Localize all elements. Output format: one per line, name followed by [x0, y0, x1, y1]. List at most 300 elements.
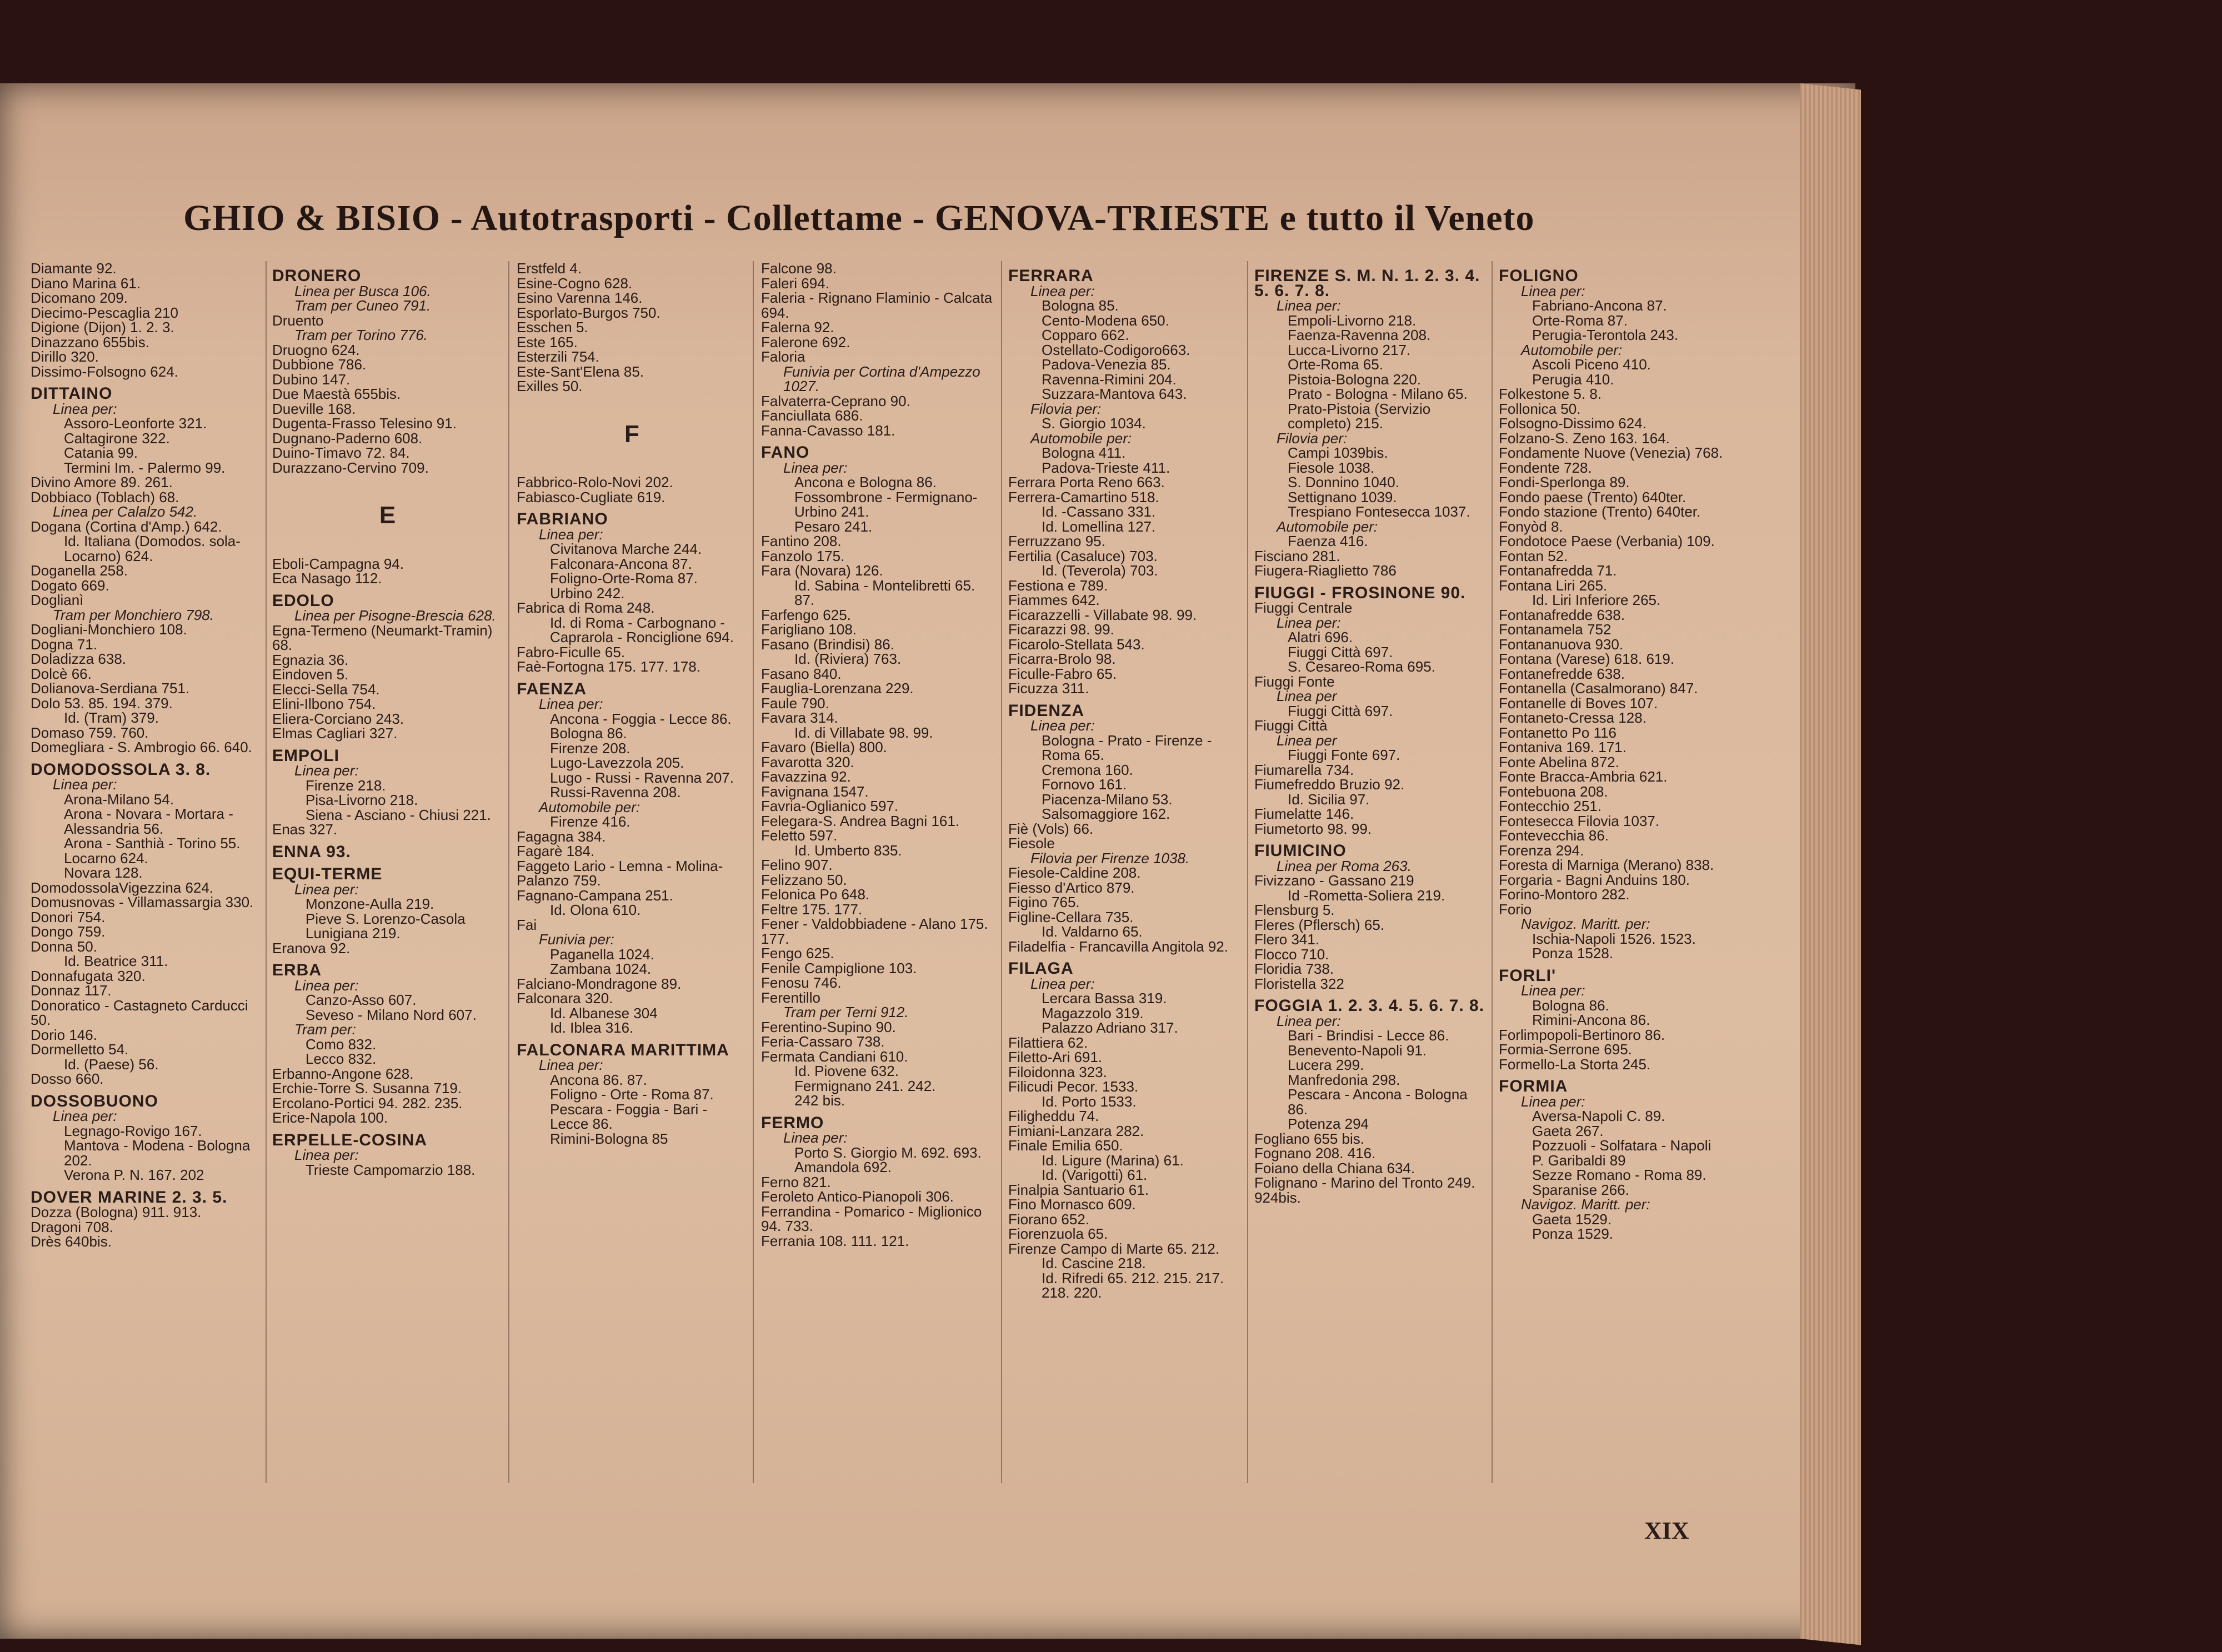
station-heading: DITTAINO — [31, 384, 113, 403]
index-entry: S. Donnino 1040. — [1288, 474, 1399, 490]
index-entry: Fontanefredde 638. — [1499, 665, 1625, 682]
column-divider — [1492, 261, 1493, 1483]
index-entry: Ficarazzi 98. 99. — [1008, 621, 1114, 638]
index-entry: Piacenza-Milano 53. — [1042, 790, 1173, 808]
index-entry: Faenza-Ravenna 208. — [1288, 327, 1431, 343]
index-entry: Fino Mornasco 609. — [1008, 1196, 1136, 1213]
index-entry: Arona - Novara - Mortara - Alessandria 56. — [64, 805, 233, 837]
index-entry: Gaeta 267. — [1532, 1122, 1604, 1139]
index-entry: Fiorenzuola 65. — [1008, 1225, 1108, 1242]
station-heading: DOSSOBUONO — [31, 1092, 159, 1110]
index-entry: Doganella 258. — [31, 562, 128, 579]
index-entry: Linea per: — [539, 1057, 603, 1073]
index-entry: Dolianova-Serdiana 751. — [31, 680, 190, 697]
index-entry: Sezze Romano - Roma 89. — [1532, 1167, 1706, 1183]
index-entry: Faloria — [761, 348, 805, 365]
index-entry: Fiumarella 734. — [1254, 761, 1354, 778]
index-entry: Folsogno-Dissimo 624. — [1499, 415, 1647, 432]
index-entry: Caltagirone 322. — [64, 429, 170, 447]
index-entry: Rimini-Ancona 86. — [1532, 1012, 1650, 1028]
index-entry: Canzo-Asso 607. — [306, 992, 417, 1008]
index-entry: Dosso 660. — [31, 1070, 104, 1087]
index-entry: Linea per: — [1277, 1012, 1341, 1029]
index-entry: Linea per: — [53, 776, 117, 793]
index-entry: Tram per Torino 776. — [294, 327, 428, 343]
index-entry: Id. Lomellina 127. — [1042, 518, 1156, 535]
index-entry: Diecimo-Pescaglia 210 — [31, 304, 178, 321]
station-heading: FORMIA — [1499, 1077, 1568, 1095]
index-entry: Prato - Bologna - Milano 65. — [1288, 386, 1468, 402]
index-entry: Fontesecca Filovia 1037. — [1499, 812, 1660, 829]
index-entry: Falcone 98. — [761, 261, 837, 277]
index-entry: Elmas Cagliari 327. — [272, 725, 398, 742]
index-entry: Fonte Bracca-Ambria 621. — [1499, 768, 1668, 785]
index-entry: Ravenna-Rimini 204. — [1042, 371, 1177, 388]
index-entry: Forio — [1499, 900, 1532, 918]
index-entry: Fondo stazione (Trento) 640ter. — [1499, 503, 1701, 520]
index-entry: Id. (Riviera) 763. — [794, 650, 902, 667]
index-entry: Cento-Modena 650. — [1042, 312, 1169, 329]
index-entry: Padova-Venezia 85. — [1042, 356, 1171, 373]
index-entry: Formello-La Storta 245. — [1499, 1055, 1651, 1073]
index-entry: Faule 790. — [761, 694, 829, 712]
index-entry: Dinazzano 655bis. — [31, 333, 149, 351]
index-entry: Forenza 294. — [1499, 842, 1584, 859]
station-heading: FABRIANO — [517, 510, 608, 528]
index-entry: Suzzara-Mantova 643. — [1042, 386, 1187, 402]
index-entry: Id. Porto 1533. — [1042, 1093, 1137, 1110]
index-entry: Divino Amore 89. 261. — [31, 474, 173, 490]
index-entry: Favara 314. — [761, 709, 838, 726]
index-entry: Feltre 175. 177. — [761, 900, 863, 918]
index-entry: Amandola 692. — [794, 1159, 892, 1175]
index-entry: Follonica 50. — [1499, 400, 1581, 417]
index-column-1 — [31, 261, 261, 1500]
index-entry: Fontanelle di Boves 107. — [1499, 694, 1658, 712]
index-entry: Folzano-S. Zeno 163. 164. — [1499, 429, 1670, 447]
index-entry: Flocco 710. — [1254, 945, 1329, 963]
index-entry: Id. di Villabate 98. 99. — [794, 724, 933, 741]
index-entry: Fiammes 642. — [1008, 592, 1100, 608]
index-entry: Feletto 597. — [761, 827, 838, 844]
index-entry: Id. Ligure (Marina) 61. — [1042, 1152, 1184, 1169]
index-entry: Bologna 85. — [1042, 297, 1119, 314]
index-entry: Dorio 146. — [31, 1026, 97, 1043]
index-entry: Fanna-Cavasso 181. — [761, 422, 895, 439]
index-entry: Fengo 625. — [761, 945, 834, 962]
index-entry: Dissimo-Folsogno 624. — [31, 363, 178, 380]
index-entry: Esterzili 754. — [517, 348, 599, 365]
index-entry: Fonyòd 8. — [1499, 518, 1563, 535]
index-entry: Felegara-S. Andrea Bagni 161. — [761, 812, 960, 829]
index-entry: Diamante 92. — [31, 261, 117, 277]
index-entry: Fontana (Varese) 618. 619. — [1499, 650, 1675, 667]
column-divider — [753, 261, 754, 1483]
index-entry: Fondamente Nuove (Venezia) 768. — [1499, 444, 1723, 461]
station-heading: FOGGIA 1. 2. 3. 4. 5. 6. 7. 8. — [1254, 997, 1485, 1015]
index-entry: Linea per: — [1521, 982, 1585, 999]
index-entry: Linea per: — [539, 695, 603, 712]
station-heading: EQUI-TERME — [272, 865, 383, 883]
index-entry: Firenze 218. — [306, 777, 386, 794]
index-entry: Felino 907. — [761, 857, 833, 873]
index-entry: Fossombrone - Fermignano-Urbino 241. — [794, 488, 978, 520]
index-entry: Linea per: — [294, 977, 359, 994]
index-entry: Favignana 1547. — [761, 783, 869, 800]
index-entry: Floristella 322 — [1254, 975, 1344, 992]
index-entry: Tram per Monchiero 798. — [53, 606, 214, 623]
index-entry: Legnago-Rovigo 167. — [64, 1122, 202, 1139]
index-entry: Dubino 147. — [272, 371, 351, 388]
index-entry: Forgaria - Bagni Anduins 180. — [1499, 871, 1690, 888]
station-heading: FERMO — [761, 1113, 824, 1132]
index-entry: Filovia per: — [1277, 429, 1348, 447]
index-entry: Fertilia (Casaluce) 703. — [1008, 547, 1158, 564]
index-entry: Pescara - Foggia - Bari - Lecce 86. — [550, 1100, 708, 1132]
index-entry: Erchie-Torre S. Susanna 719. — [272, 1080, 462, 1097]
index-entry: Id. Umberto 835. — [794, 842, 902, 859]
index-entry: Fabro-Ficulle 65. — [517, 643, 625, 660]
index-entry: Fai — [517, 916, 537, 933]
station-heading: FIRENZE S. M. N. 1. 2. 3. 4. 5. 6. 7. 8. — [1254, 267, 1480, 300]
index-entry: Fimiani-Lanzara 282. — [1008, 1122, 1144, 1139]
index-entry: Bari - Brindisi - Lecce 86. — [1288, 1027, 1449, 1044]
index-entry: Forlimpopoli-Bertinoro 86. — [1499, 1026, 1665, 1043]
index-entry: Pozzuoli - Solfatara - Napoli P. Garibaldi 89 — [1532, 1137, 1711, 1169]
index-entry: Manfredonia 298. — [1288, 1071, 1400, 1088]
station-heading: DOVER MARINE 2. 3. 5. — [31, 1188, 228, 1207]
index-entry: Feria-Cassaro 738. — [761, 1033, 885, 1050]
index-entry: Linea per Calalzo 542. — [53, 503, 198, 520]
index-entry: Fiumelatte 146. — [1254, 805, 1354, 822]
index-entry: Id. Sicilia 97. — [1288, 790, 1370, 808]
index-entry: Linea per: — [1030, 282, 1095, 299]
index-entry: Druento — [272, 312, 324, 329]
index-entry: Durazzano-Cervino 709. — [272, 459, 429, 476]
index-entry: Tram per Cuneo 791. — [294, 297, 431, 314]
index-entry: Fabriano-Ancona 87. — [1532, 297, 1667, 314]
index-entry: 242 bis. — [794, 1092, 845, 1109]
index-entry: Felonica Po 648. — [761, 886, 870, 903]
index-entry: Dormelletto 54. — [31, 1041, 129, 1058]
index-entry: Termini Im. - Palermo 99. — [64, 459, 226, 476]
index-entry: Fermata Candiani 610. — [761, 1048, 908, 1065]
index-entry: Filoidonna 323. — [1008, 1063, 1107, 1080]
index-entry: Ancona - Foggia - Lecce 86. — [550, 710, 732, 727]
index-entry: Automobile per: — [1277, 518, 1378, 535]
index-entry: Pieve S. Lorenzo-Casola Lunigiana 219. — [306, 910, 466, 942]
index-entry: Enas 327. — [272, 821, 338, 838]
index-entry: Paganella 1024. — [550, 945, 654, 963]
index-entry: Como 832. — [306, 1035, 377, 1053]
index-entry: Id. -Cassano 331. — [1042, 503, 1156, 520]
index-entry: Id. Rifredi 65. 212. 215. 217. 218. 220. — [1042, 1269, 1224, 1301]
index-entry: Dragoni 708. — [31, 1218, 113, 1235]
index-entry: Eca Nasago 112. — [272, 570, 382, 587]
index-entry: Faleri 694. — [761, 274, 829, 292]
index-entry: Lugo-Lavezzola 205. — [550, 754, 684, 771]
index-entry: Ostellato-Codigoro663. — [1042, 341, 1190, 358]
index-entry: Foiano della Chiana 634. — [1254, 1159, 1415, 1177]
index-entry: Folignano - Marino del Tronto 249. 924bis. — [1254, 1174, 1475, 1206]
index-entry: Flensburg 5. — [1254, 902, 1335, 918]
index-entry: Dogato 669. — [31, 577, 109, 594]
index-entry: Fasano 840. — [761, 665, 842, 682]
index-entry: Foligno-Orte-Roma 87. — [550, 570, 698, 587]
index-entry: Drès 640bis. — [31, 1233, 112, 1250]
index-entry: Arona - Santhià - Torino 55. — [64, 835, 241, 852]
index-entry: Linea per: — [539, 525, 603, 543]
index-entry: Id. Italiana (Domodos. sola-Locarno) 624. — [64, 533, 241, 564]
index-entry: Palazzo Adriano 317. — [1042, 1019, 1178, 1036]
index-entry: Automobile per: — [539, 798, 640, 815]
index-entry: Linea per Pisogne-Brescia 628. — [294, 607, 496, 624]
index-entry: Urbino 242. — [550, 584, 625, 602]
index-entry: Festiona e 789. — [1008, 577, 1108, 594]
index-entry: Fauglia-Lorenzana 229. — [761, 680, 914, 697]
index-entry: Doglianì — [31, 592, 84, 608]
index-entry: Salsomaggiore 162. — [1042, 805, 1170, 822]
index-entry: Ferentillo — [761, 989, 820, 1006]
index-entry: Folkestone 5. 8. — [1499, 386, 1602, 402]
index-entry: Due Maestà 655bis. — [272, 386, 401, 402]
index-entry: Faggeto Lario - Lemna - Molina-Palanzo 759. — [517, 857, 723, 889]
index-entry: Firenze Campo di Marte 65. 212. — [1008, 1240, 1220, 1257]
index-entry: Linea per: — [783, 1129, 848, 1146]
index-entry: Doladizza 638. — [31, 650, 126, 667]
index-entry: Monzone-Aulla 219. — [306, 895, 434, 912]
index-entry: Fener - Valdobbiadene - Alano 175. 177. — [761, 915, 988, 947]
index-entry: Tram per Terni 912. — [783, 1004, 909, 1020]
index-entry: Falconara 320. — [517, 990, 613, 1007]
index-entry: Ancona e Bologna 86. — [794, 474, 937, 490]
index-entry: Id. (Teverola) 703. — [1042, 562, 1158, 579]
index-entry: Linea per: — [1277, 297, 1341, 314]
index-entry: Fondi-Sperlonga 89. — [1499, 474, 1630, 490]
index-entry: Fagagna 384. — [517, 828, 606, 845]
index-entry: Favarotta 320. — [761, 753, 854, 770]
index-entry: Lecco 832. — [306, 1050, 377, 1067]
index-entry: Erice-Napola 100. — [272, 1109, 388, 1126]
index-entry: Ponza 1529. — [1532, 1225, 1614, 1242]
index-entry: Diano Marina 61. — [31, 274, 141, 292]
index-entry: Fisciano 281. — [1254, 547, 1340, 564]
index-entry: Id. Iblea 316. — [550, 1019, 634, 1036]
index-entry: Egnazia 36. — [272, 651, 349, 668]
index-entry: Ancona 86. 87. — [550, 1071, 647, 1088]
column-divider — [266, 261, 267, 1483]
index-column-3 — [517, 261, 747, 1500]
index-entry: Fantino 208. — [761, 533, 842, 549]
index-entry: Eindoven 5. — [272, 666, 349, 683]
index-entry: Pesaro 241. — [794, 518, 873, 535]
index-entry: Ferno 821. — [761, 1173, 831, 1190]
index-entry: Esino Varenna 146. — [517, 289, 643, 306]
station-heading: FIUGGI - FROSINONE 90. — [1254, 583, 1466, 602]
index-entry: Falconara-Ancona 87. — [550, 555, 692, 572]
station-heading: DOMODOSSOLA 3. 8. — [31, 760, 211, 779]
station-heading: FALCONARA MARITTIMA — [517, 1040, 729, 1059]
index-entry: Fontaneto-Cressa 128. — [1499, 709, 1647, 726]
index-entry: Fornovo 161. — [1042, 776, 1127, 793]
index-entry: Fontan 52. — [1499, 547, 1568, 564]
index-entry: Fiumefreddo Bruzio 92. — [1254, 776, 1405, 793]
index-entry: Zambana 1024. — [550, 960, 652, 977]
index-entry: Funivia per Cortina d'Ampezzo 1027. — [783, 363, 980, 394]
index-entry: Empoli-Livorno 218. — [1288, 312, 1417, 329]
index-entry: Este 165. — [517, 333, 578, 351]
index-entry: Dobbiaco (Toblach) 68. — [31, 488, 179, 505]
index-entry: Fontanamela 752 — [1499, 621, 1612, 638]
index-entry: Ferrandina - Pomarico - Miglionico 94. 733. — [761, 1203, 982, 1234]
index-entry: Civitanova Marche 244. — [550, 540, 702, 557]
index-entry: Porto S. Giorgio M. 692. 693. — [794, 1144, 982, 1161]
index-entry: Dugnano-Paderno 608. — [272, 429, 423, 447]
index-entry: Seveso - Milano Nord 607. — [306, 1006, 477, 1023]
index-column-2 — [272, 261, 503, 1500]
index-entry: Fenosu 746. — [761, 974, 842, 991]
index-entry: Ficarra-Brolo 98. — [1008, 650, 1116, 667]
index-entry: Pistoia-Bologna 220. — [1288, 371, 1421, 388]
index-entry: Bologna - Prato - Firenze - Roma 65. — [1042, 732, 1212, 763]
index-entry: Flero 341. — [1254, 931, 1320, 948]
index-entry: Fontanafredda 71. — [1499, 562, 1617, 579]
index-entry: Ficuzza 311. — [1008, 680, 1089, 697]
index-entry: Linea per — [1277, 732, 1337, 749]
index-entry: Dozza (Bologna) 911. 913. — [31, 1204, 202, 1220]
index-entry: Prato-Pistoia (Servizio completo) 215. — [1288, 400, 1431, 432]
station-heading: DRONERO — [272, 267, 362, 285]
index-entry: Figline-Cellara 735. — [1008, 908, 1134, 925]
index-entry: Filovia per: — [1030, 400, 1102, 417]
page-header: GHIO & BISIO - Autotrasporti - Collettame - GENOVA-TRIESTE e tutto il Veneto — [183, 198, 1535, 238]
index-entry: Fabbrico-Rolo-Novi 202. — [517, 474, 673, 490]
index-entry: Linea per: — [783, 459, 848, 476]
index-entry: Assoro-Leonforte 321. — [64, 415, 207, 432]
index-entry: Falerna 92. — [761, 319, 834, 336]
index-entry: Verona P. N. 167. 202 — [64, 1167, 204, 1183]
index-column-4 — [761, 261, 994, 1500]
page-number: XIX — [1644, 1517, 1689, 1544]
index-entry: Fanzolo 175. — [761, 547, 845, 564]
index-entry: Gaeta 1529. — [1532, 1210, 1612, 1228]
index-entry: Lucera 299. — [1288, 1057, 1364, 1073]
index-entry: Sparanise 266. — [1532, 1181, 1629, 1198]
index-entry: Donori 754. — [31, 908, 106, 925]
index-entry: Id. Liri Inferiore 265. — [1532, 592, 1661, 608]
index-entry: Fivizzano - Gassano 219 — [1254, 872, 1414, 889]
station-heading: EMPOLI — [272, 746, 340, 765]
station-heading: FIDENZA — [1008, 701, 1084, 720]
index-entry: Druogno 624. — [272, 341, 360, 358]
index-entry: Filattiera 62. — [1008, 1034, 1088, 1051]
index-entry: Elini-Ilbono 754. — [272, 695, 376, 712]
index-entry: Fiumetorto 98. 99. — [1254, 820, 1372, 837]
index-entry: S. Cesareo-Roma 695. — [1288, 658, 1435, 675]
index-entry: Fiuggi Città 697. — [1288, 643, 1393, 660]
index-entry: Benevento-Napoli 91. — [1288, 1042, 1427, 1059]
station-heading: FORLI' — [1499, 966, 1557, 985]
index-entry: Fondo paese (Trento) 640ter. — [1499, 488, 1686, 505]
index-entry: Fiesole 1038. — [1288, 459, 1375, 476]
index-entry: Felizzano 50. — [761, 871, 847, 888]
station-heading: FIUMICINO — [1254, 842, 1347, 860]
index-entry: Este-Sant'Elena 85. — [517, 363, 644, 380]
index-entry: Fabiasco-Cugliate 619. — [517, 488, 665, 505]
index-entry: Erstfeld 4. — [517, 261, 582, 277]
index-entry: Filadelfia - Francavilla Angitola 92. — [1008, 938, 1228, 955]
index-entry: Fanciullata 686. — [761, 407, 863, 424]
index-entry: Fontananuova 930. — [1499, 635, 1624, 653]
index-entry: Eboli-Campagna 94. — [272, 555, 404, 572]
index-entry: Navigoz. Maritt. per: — [1521, 915, 1650, 932]
index-entry: Fiesso d'Artico 879. — [1008, 879, 1135, 896]
station-heading: FAENZA — [517, 679, 587, 698]
index-entry: Id. Sabina - Montelibretti 65. 87. — [794, 577, 975, 608]
index-entry: Linea per: — [1521, 282, 1585, 299]
index-entry: Fiuggi Centrale — [1254, 599, 1353, 616]
index-entry: Pescara - Ancona - Bologna 86. — [1288, 1086, 1468, 1118]
index-entry: Fontebuona 208. — [1499, 783, 1608, 800]
index-entry: Ficulle-Fabro 65. — [1008, 665, 1117, 682]
index-entry: Firenze 416. — [550, 813, 630, 830]
index-entry: Exilles 50. — [517, 378, 583, 394]
index-entry: Elecci-Sella 754. — [272, 680, 380, 698]
index-entry: Fognano 208. 416. — [1254, 1145, 1376, 1162]
index-entry: Id. Piovene 632. — [794, 1063, 899, 1079]
index-entry: Fiesole-Caldine 208. — [1008, 864, 1141, 881]
index-entry: Ferruzzano 95. — [1008, 533, 1105, 549]
index-entry: Alatri 696. — [1288, 629, 1353, 645]
index-entry: Dueville 168. — [272, 400, 356, 417]
index-entry: Dubbione 786. — [272, 356, 367, 373]
index-entry: Mantova - Modena - Bologna 202. — [64, 1137, 251, 1169]
index-entry: Fogliano 655 bis. — [1254, 1130, 1365, 1147]
index-entry: Lucca-Livorno 217. — [1288, 341, 1411, 358]
index-entry: Pisa-Livorno 218. — [306, 792, 418, 808]
index-entry: Settignano 1039. — [1288, 488, 1397, 505]
index-entry: Donnaz 117. — [31, 982, 112, 999]
index-entry: DomodossolaVigezzina 624. — [31, 879, 214, 896]
index-entry: Novara 128. — [64, 864, 143, 881]
index-entry: Ferrera-Camartino 518. — [1008, 488, 1159, 505]
index-entry: Fontanetto Po 116 — [1499, 724, 1617, 741]
index-entry: Ischia-Napoli 1526. 1523. — [1532, 930, 1696, 947]
column-divider — [1001, 261, 1002, 1483]
index-entry: Faleria - Rignano Flaminio - Calcata 694. — [761, 289, 993, 321]
index-entry: Ficarazzelli - Villabate 98. 99. — [1008, 606, 1197, 623]
index-entry: Dirillo 320. — [31, 348, 99, 365]
index-entry: Campi 1039bis. — [1288, 444, 1388, 461]
index-entry: Fontecchio 251. — [1499, 798, 1602, 814]
index-entry: Trieste Campomarzio 188. — [306, 1161, 476, 1178]
index-entry: Ponza 1528. — [1532, 945, 1614, 962]
index-entry: Floridia 738. — [1254, 960, 1334, 977]
index-entry: Fiuggi Fonte — [1254, 673, 1335, 690]
index-entry: Dugenta-Frasso Telesino 91. — [272, 415, 457, 432]
index-entry: Automobile per: — [1030, 429, 1132, 447]
index-entry: Feroleto Antico-Pianopoli 306. — [761, 1188, 954, 1205]
station-heading: EDOLO — [272, 591, 334, 610]
index-entry: Ferentino-Supino 90. — [761, 1018, 896, 1035]
index-entry: Fiugera-Riaglietto 786 — [1254, 562, 1397, 579]
index-entry: Magazzolo 319. — [1042, 1004, 1144, 1022]
index-entry: Trespiano Fontesecca 1037. — [1288, 503, 1470, 520]
index-entry: Ferrara Porta Reno 663. — [1008, 474, 1165, 490]
index-entry: Foresta di Marniga (Merano) 838. — [1499, 857, 1714, 873]
station-heading: FERRARA — [1008, 267, 1094, 285]
index-entry: Farigliano 108. — [761, 621, 857, 638]
